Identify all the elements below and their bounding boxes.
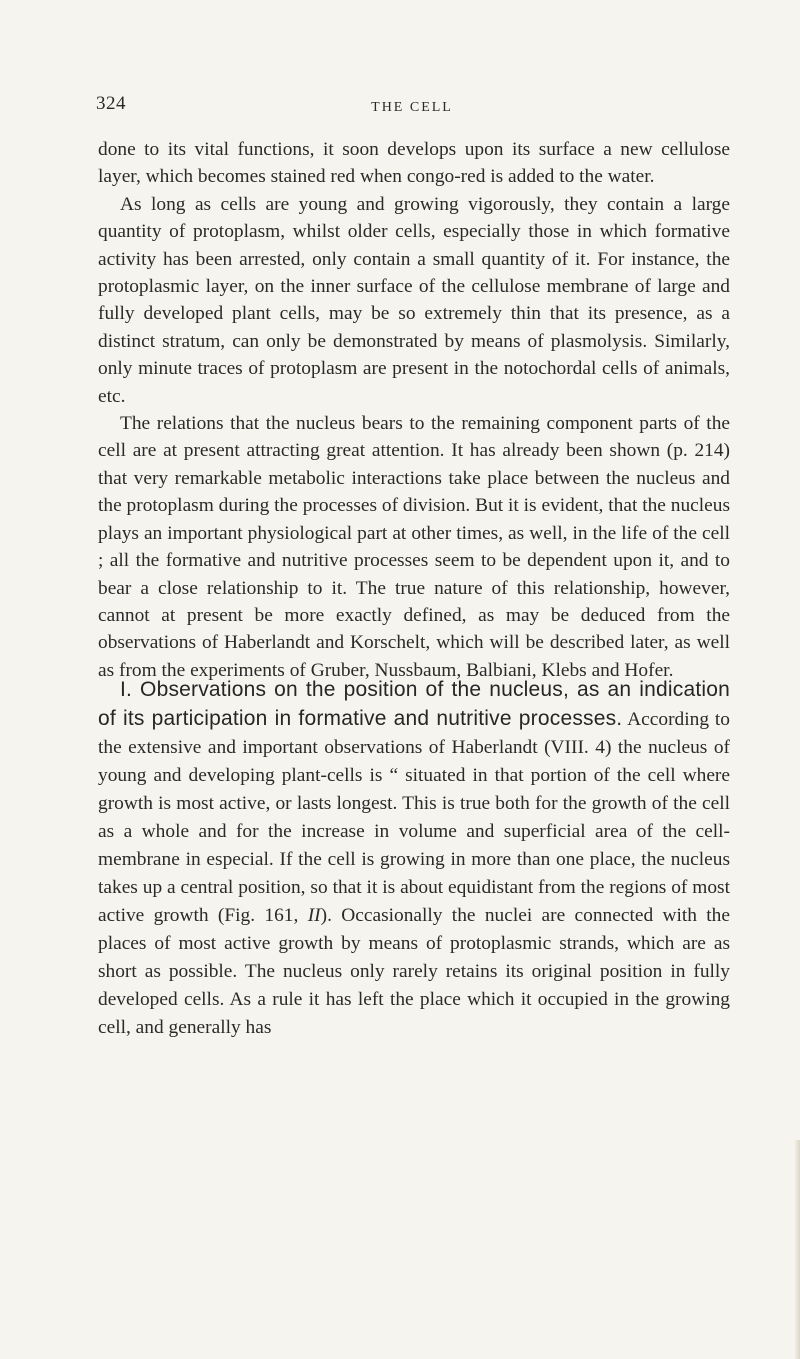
paragraph-continued: done to its vital functions, it soon develops upon its surface a new cellulose layer, which becomes stained red when congo-red is added to the water. [98,139,730,188]
section-text: According to the extensive and important observations of Haberlandt (VIII. 4) the nucleus of young and developing plant-cells is “ situated in that portion of the cell where growth is most active, or lasts longest. This is true both for the growth of the cell as a whole and for the increase in volume and superficial area of the cell-membrane in especial. If the cell is growing in more than one place, the nucleus takes up a central position, so that it is about equidistant from the regions of most active growth (Fig. 161, [98,709,730,926]
running-head: THE CELL [371,100,453,115]
paragraph-protoplasm-quantity: As long as cells are young and growing vigorously, they contain a large quantity of protoplasm, whilst older cells, especially those in which formative activity has been arrested, only contain a small quantity of it. For instance, the protoplasmic layer, on the inner surface of the cellulose membrane of large and fully developed plant cells, may be so extremely thin that its presence, as a distinct stratum, can only be demonstrated by means of plasmolysis. Similarly, only minute traces of protoplasm are present in the notochordal cells of animals, etc. [98,193,730,407]
page-number: 324 [96,93,126,114]
body-text [98,136,730,684]
figure-reference: II [307,905,321,926]
page-edge-shadow [794,1140,800,1359]
page-header [96,93,728,121]
section-text-continued: ). Occasionally the nuclei are connected with the places of most active growth by means of protoplasmic strands, which are as short as possible. The nucleus only rarely retains its original position in fully developed cells. As a rule it has left the place which it occupied in the growing cell, and generally has [98,905,730,1038]
section-nucleus-position [98,676,730,1042]
section-heading: I. Observations on the position of the nucleus, as an indication of its participation in formative and nutritive processes. [98,678,730,730]
paragraph-nucleus-relations: The relations that the nucleus bears to the remaining component parts of the cell are at present attracting great attention. It has already been shown (p. 214) that very remarkable metabolic interactions take place between the nucleus and the protoplasm during the processes of division. But it is evident, that the nucleus plays an important physiological part at other times, as well, in the life of the cell ; all the formative and nutritive processes seem to be dependent upon it, and to bear a close relationship to it. The true nature of this relationship, however, cannot at present be more exactly defined, as may be deduced from the observations of Haberlandt and Korschelt, which will be described later, as well as from the experiments of Gruber, Nussbaum, Balbiani, Klebs and Hofer. [98,413,730,681]
